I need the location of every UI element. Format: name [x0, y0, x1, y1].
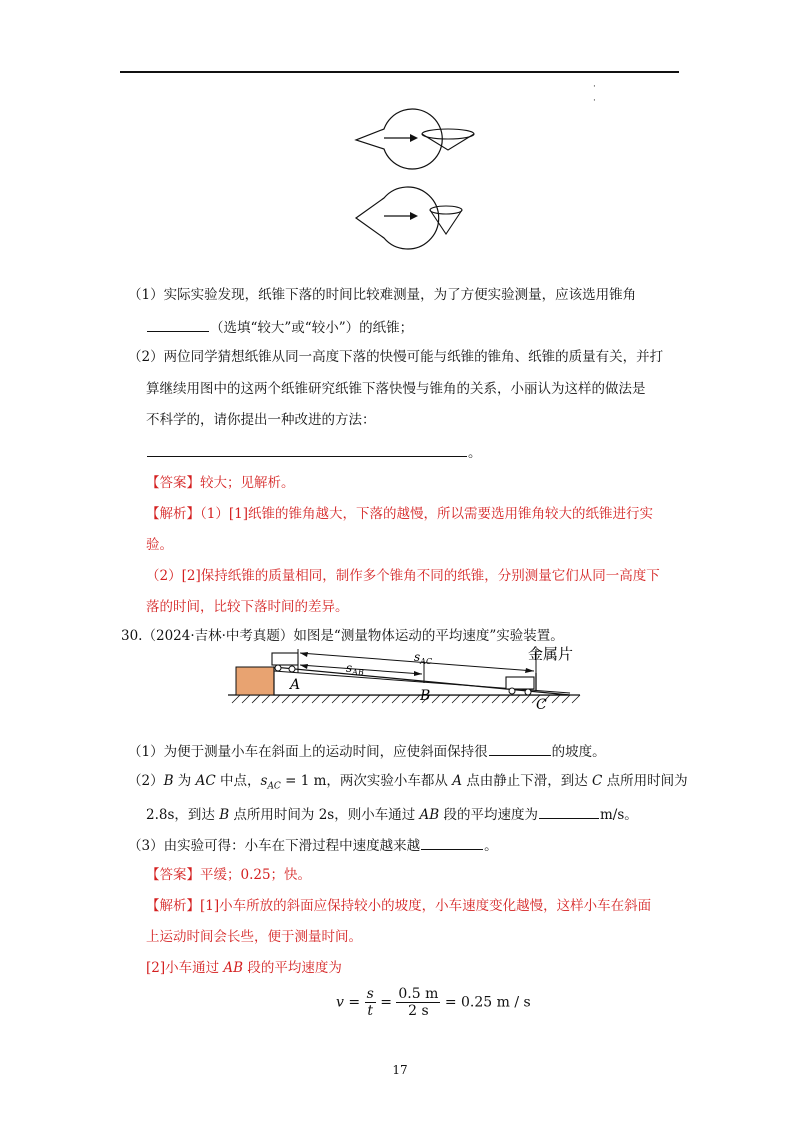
q30-header	[121, 627, 564, 645]
q30-analysis-line2: 上运动时间会长些，便于测量时间。	[146, 929, 362, 945]
q30-number: 30.	[121, 628, 143, 644]
q30-answer: 【答案】平缓；0.25；快。	[146, 867, 312, 883]
point-a-label: A	[290, 677, 301, 693]
period: 。	[468, 445, 482, 461]
arrow-head-top	[410, 134, 418, 142]
cart-bottom	[506, 677, 534, 689]
q30-part2-line2: 2.8s，到达 B 点所用时间为 2s，则小车通过 AB 段的平均速度为 m/s。	[146, 804, 638, 824]
q30-analysis-line3: [2]小车通过 AB 段的平均速度为	[146, 960, 342, 976]
q30-part2-blank[interactable]	[539, 804, 599, 819]
q30-header-text: （2024·吉林·中考真题）如图是“测量物体运动的平均速度”实验装置。	[142, 628, 564, 644]
prev-analysis-line4: 落的时间，比较下落时间的差异。	[146, 599, 349, 615]
cart-top-wheel1	[275, 665, 281, 671]
page-number: 17	[392, 1063, 408, 1077]
q30-part2-line1: （2）B 为 AC 中点，$s_{AC} = 1$ m，两次实验小车都从 A 点由静止下滑，到达 C 点所用时间为	[128, 773, 688, 792]
arrow-head-bottom	[410, 212, 418, 220]
prev-q1-line2-text: （选填“较大”或“较小”）的纸锥；	[210, 320, 414, 336]
s-ab-label: $s_{AB}$	[346, 661, 364, 677]
answer-blank-long[interactable]	[147, 442, 467, 457]
prev-analysis-line1: 【解析】（1）[1]纸锥的锥角越大，下落的越慢，所以需要选用锥角较大的纸锥进行实	[146, 506, 653, 522]
q30-part3-blank[interactable]	[421, 835, 483, 850]
point-b-label: B	[420, 688, 431, 704]
header-rule	[120, 71, 679, 73]
prev-analysis-line2: 验。	[146, 537, 173, 553]
cart-bottom-wheel2	[525, 689, 531, 695]
prev-q2-line3: 不科学的，请你提出一种改进的方法：	[146, 412, 376, 428]
s-ac-label: $s_{AC}$	[414, 650, 433, 666]
fraction-values: $\frac{0.5 m}{2 s}$	[398, 986, 439, 1019]
q30-part3: （3）由实验可得：小车在下滑过程中速度越来越 。	[128, 835, 498, 855]
q30-part1	[128, 741, 606, 761]
metal-plate-label: 金属片	[528, 645, 574, 663]
flat-cone-rim	[422, 129, 474, 139]
paper-cone-figure	[318, 100, 508, 258]
ground-hatch	[232, 695, 580, 703]
prev-q2-line1: （2）两位同学猜想纸锥从同一高度下落的快慢可能与纸锥的锥角、纸锥的质量有关，并打	[128, 349, 664, 365]
flat-cone-body	[422, 134, 474, 150]
prev-q2-line2: 算继续用图中的这两个纸锥研究纸锥下落快慢与锥角的关系，小丽认为这样的做法是	[146, 381, 646, 397]
fraction-s-over-t: $\frac{s}{t}$	[366, 986, 374, 1019]
s-ac-arrowhead-right	[525, 668, 534, 673]
margin-dots: · ·	[593, 82, 596, 106]
support-block	[236, 667, 274, 695]
cart-bottom-wheel1	[509, 688, 515, 694]
q30-part1-text: （1）为便于测量小车在斜面上的运动时间，应使斜面保持很	[128, 744, 488, 760]
q30-part1-blank[interactable]	[489, 741, 551, 756]
incline-figure	[228, 645, 588, 725]
q30-analysis-line1: 【解析】[1]小车所放的斜面应保持较小的坡度，小车速度变化越慢，这样小车在斜面	[146, 898, 652, 914]
prev-q1-line2	[146, 317, 413, 337]
steep-cone-rim	[430, 206, 462, 214]
point-c-label: C	[536, 697, 547, 713]
prev-answer: 【答案】较大；见解析。	[146, 475, 295, 491]
q30-part1-end: 的坡度。	[551, 744, 606, 760]
prev-q2-line4	[146, 442, 482, 462]
velocity-formula: v = $\frac{s}{t}$ = $\frac{0.5 m}{2 s}$ = 0.25 m / s	[336, 986, 531, 1019]
prev-analysis-line3: （2）[2]保持纸锥的质量相同，制作多个锥角不同的纸锥，分别测量它们从同一高度下	[146, 568, 660, 584]
cart-top-wheel2	[289, 666, 295, 672]
cart-top	[272, 653, 298, 665]
prev-q1-line1: （1）实际实验发现，纸锥下落的时间比较难测量，为了方便实验测量，应该选用锥角	[128, 287, 637, 303]
paper-circle-large-gap	[356, 187, 439, 249]
answer-blank[interactable]	[147, 317, 209, 332]
